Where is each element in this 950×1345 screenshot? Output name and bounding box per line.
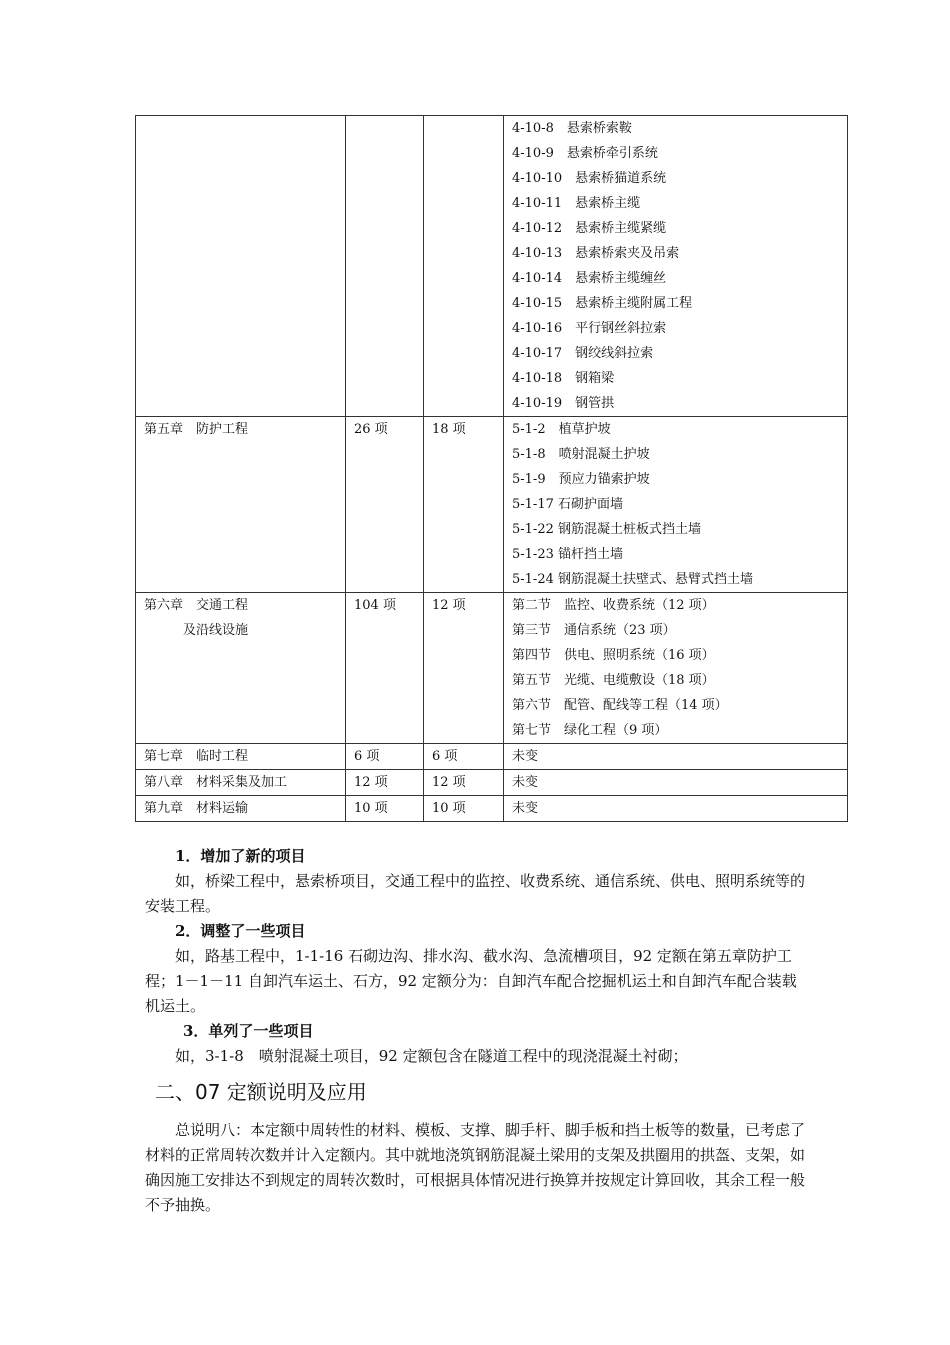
chapter-label: 第五章 防护工程 [144,422,249,437]
item-line: 5-1-9 预应力锚索护坡 [512,472,650,487]
part-2-body [145,1118,810,1218]
item-line: 第七节 绿化工程（9 项） [512,723,668,738]
count-value: 12 项 [432,598,466,613]
item-line: 未变 [512,775,539,790]
item-line: 第五节 光缆、电缆敷设（18 项） [512,673,715,688]
chapter-cell [136,417,346,593]
section-2-title: 2．调整了一些项目 [175,922,306,940]
count-value: 6 项 [432,749,458,764]
count-value: 10 项 [354,801,388,816]
item-line: 5-1-8 喷射混凝土护坡 [512,447,650,462]
items-cell [504,593,848,744]
item-line: 4-10-16 平行钢丝斜拉索 [512,321,667,336]
count-value: 104 项 [354,598,396,613]
item-line: 4-10-10 悬索桥猫道系统 [512,171,667,186]
quota-comparison-table [135,115,848,822]
item-line: 4-10-19 钢管拱 [512,396,615,411]
chapter-cell [136,116,346,417]
item-line: 5-1-17 石砌护面墙 [512,497,624,512]
count-cell [346,116,424,417]
chapter-label: 第七章 临时工程 [144,749,249,764]
chapter-label: 第八章 材料采集及加工 [144,775,288,790]
section-2 [145,919,810,1019]
chapter-cell [136,744,346,770]
item-line: 5-1-24 钢筋混凝土扶壁式、悬臂式挡土墙 [512,572,754,587]
item-line: 第三节 通信系统（23 项） [512,623,676,638]
table-row-chapter-7 [136,744,848,770]
part-2-title: 二、07 定额说明及应用 [155,1080,367,1104]
chapter-cell [136,796,346,822]
item-line: 4-10-18 钢箱梁 [512,371,615,386]
item-line: 第六节 配管、配线等工程（14 项） [512,698,728,713]
section-1 [145,844,810,919]
chapter-cell [136,770,346,796]
item-line: 4-10-9 悬索桥牵引系统 [512,146,658,161]
count-cell [346,744,424,770]
chapter-label: 第六章 交通工程 [144,598,249,613]
items-cell [504,796,848,822]
count-value: 12 项 [432,775,466,790]
part-2-text: 总说明八：本定额中周转性的材料、模板、支撑、脚手杆、脚手板和挡土板等的数量，已考虑了材料的正常周转次数并计入定额内。其中就地浇筑钢筋混凝土梁用的支架及拱圈用的拱盔、支架，如确因施工安排达不到规定的周转次数时，可根据具体情况进行换算并按规定计算回收，其余工程一般不予抽换。 [145,1121,806,1214]
item-line: 4-10-12 悬索桥主缆紧缆 [512,221,667,236]
section-3-text: 如，3-1-8 喷射混凝土项目，92 定额包含在隧道工程中的现浇混凝土衬砌； [175,1047,688,1065]
item-line: 4-10-13 悬索桥索夹及吊索 [512,246,680,261]
section-1-text: 如，桥梁工程中，悬索桥项目，交通工程中的监控、收费系统、通信系统、供电、照明系统等的安装工程。 [145,872,806,915]
table-row-chapter-6 [136,593,848,744]
count-cell [346,593,424,744]
item-line: 4-10-14 悬索桥主缆缠丝 [512,271,667,286]
count-cell [424,744,504,770]
count-cell [424,770,504,796]
section-3 [145,1019,810,1069]
count-cell [424,116,504,417]
chapter-label-cont: 及沿线设施 [144,623,249,638]
items-cell [504,417,848,593]
items-cell [504,116,848,417]
item-line: 5-1-2 植草护坡 [512,422,611,437]
table-row-chapter-8 [136,770,848,796]
items-cell [504,744,848,770]
table-row-chapter-9 [136,796,848,822]
item-line: 4-10-15 悬索桥主缆附属工程 [512,296,693,311]
count-value: 18 项 [432,422,466,437]
table-row-chapter-4-continued [136,116,848,417]
table-row-chapter-5 [136,417,848,593]
section-3-title: 3．单列了一些项目 [183,1022,314,1040]
chapter-cell [136,593,346,744]
count-value: 12 项 [354,775,388,790]
chapter-label: 第九章 材料运输 [144,801,249,816]
count-value: 10 项 [432,801,466,816]
item-line: 5-1-22 钢筋混凝土桩板式挡土墙 [512,522,702,537]
count-cell [424,593,504,744]
section-1-title: 1．增加了新的项目 [175,847,306,865]
count-cell [346,417,424,593]
section-2-text: 如，路基工程中，1-1-16 石砌边沟、排水沟、截水沟、急流槽项目，92 定额在第五章防护工程；1－1－11 自卸汽车运土、石方，92 定额分为：自卸汽车配合挖掘机运土和自卸汽车配合装载机运土。 [145,947,797,1015]
count-cell [424,796,504,822]
item-line: 未变 [512,749,539,764]
count-value: 26 项 [354,422,388,437]
count-cell [424,417,504,593]
items-cell [504,770,848,796]
item-line: 第四节 供电、照明系统（16 项） [512,648,715,663]
item-line: 4-10-17 钢绞线斜拉索 [512,346,654,361]
count-cell [346,770,424,796]
count-value: 6 项 [354,749,380,764]
item-line: 第二节 监控、收费系统（12 项） [512,598,715,613]
item-line: 未变 [512,801,539,816]
item-line: 5-1-23 锚杆挡土墙 [512,547,624,562]
item-line: 4-10-8 悬索桥索鞍 [512,121,632,136]
item-line: 4-10-11 悬索桥主缆 [512,196,641,211]
count-cell [346,796,424,822]
